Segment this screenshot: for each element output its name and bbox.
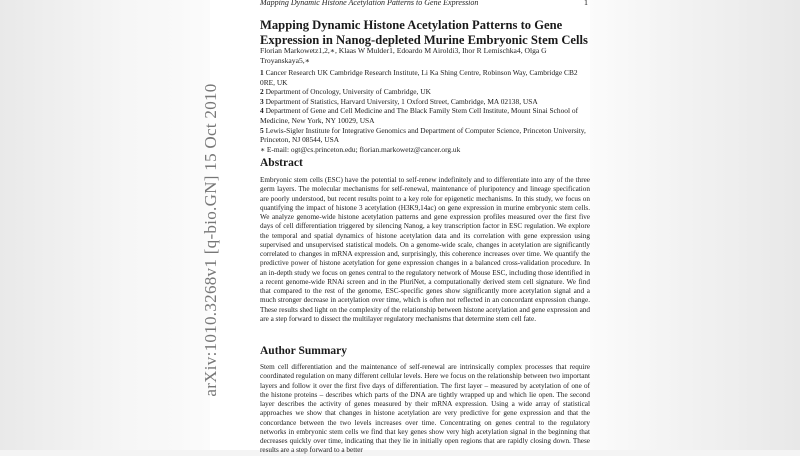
running-head-title: Mapping Dynamic Histone Acetylation Patterns to Gene Expression [260,0,479,7]
author-summary-heading: Author Summary [260,345,348,357]
abstract-heading: Abstract [260,157,303,169]
pdf-page[interactable] [210,0,590,455]
author-summary-text: Stem cell differentiation and the maintenance of self-renewal are intrinsically complex processes that require coordinated regulation on many different cellular levels. Here we focus on the relationship between two important layers and follow it over the first five days of differentiation. The first layer – measured by acetylation of one of the histone proteins – describes which parts of the DNA are tightly wrapped up and which lie open. The second layer describes the activity of genes measured by their mRNA expression. Using a wide array of statistical approaches we show that changes in histone acetylation are very predictive for gene expression and that the concordance between the two levels increases over time. Concentrating on genes central to the regulatory networks in embryonic stem cells we find that key genes show very high acetylation signal in the beginning that decreases quickly over time, indicating that they lie in initially open regions that are rapidly closing down. These results are a step forward to a better [260,363,590,455]
affiliations [260,68,590,154]
affiliation-1: 1 Cancer Research UK Cambridge Research Institute, Li Ka Shing Centre, Robinson Way, Cambridge CB2 0RE, UK [260,68,578,87]
paper-title: Mapping Dynamic Histone Acetylation Patterns to Gene Expression in Nanog-depleted Murine Embryonic Stem Cells [260,18,588,47]
abstract-text: Embryonic stem cells (ESC) have the potential to self-renew indefinitely and to differentiate into any of the three germ layers. The molecular mechanisms for self-renewal, maintenance of pluripotency and lineage specification are poorly understood, but recent results point to a key role for epigenetic mechanisms. In this study, we focus on quantifying the impact of histone 3 acetylation (H3K9,14ac) on gene expression in murine embryonic stem cells. We analyze genome-wide histone acetylation patterns and gene expression profiles measured over the first five days of cell differentiation triggered by silencing Nanog, a key transcription factor in ESC regulation. We explore the temporal and spatial dynamics of histone acetylation data and its correlation with gene expression using supervised and unsupervised statistical models. On a genome-wide scale, changes in acetylation are significantly correlated to changes in mRNA expression and, surprisingly, this coherence increases over time. We quantify the predictive power of histone acetylation for gene expression changes in a balanced cross-validation procedure. In an in-depth study we focus on genes central to the regulatory network of Mouse ESC, including those identified in a recent genome-wide RNAi screen and in the PluriNet, a computationally derived stem cell signature. We find that compared to the rest of the genome, ESC-specific genes show significantly more acetylation signal and a much stronger decrease in acetylation over time, which is often not reflected in an concordant expression change. These results shed light on the complexity of the relationship between histone acetylation and gene expression and are a step forward to dissect the multilayer regulatory mechanisms that determine stem cell fate. [260,176,590,323]
affiliation-3: 3 Department of Statistics, Harvard University, 1 Oxford Street, Cambridge, MA 02138, USA [260,96,538,106]
page-number: 1 [584,0,588,7]
arxiv-stamp-text: arXiv:1010.3268v1 [q-bio.GN] 15 Oct 2010 [201,83,220,397]
corresponding-email: ∗ E-mail: ogt@cs.princeton.edu; florian.markowetz@cancer.org.uk [260,144,461,154]
viewer-background-right [590,0,800,450]
arxiv-stamp [196,83,226,397]
author-list: Florian Markowetz1,2,∗, Klaas W Mulder1, Edoardo M Airoldi3, Ihor R Lemischka4, Olga G Troyanskaya5,∗ [260,46,547,65]
affiliation-4: 4 Department of Gene and Cell Medicine and The Black Family Stem Cell Institute, Mount Sinai School of Medicine, New York, NY 10029, USA [260,106,579,125]
viewer-background-left [0,0,210,450]
affiliation-5: 5 Lewis-Sigler Institute for Integrative Genomics and Department of Computer Science, Princeton University, Princeton, NJ 08544, USA [260,125,586,145]
affiliation-2: 2 Department of Oncology, University of Cambridge, UK [260,87,431,97]
running-head [260,0,588,7]
